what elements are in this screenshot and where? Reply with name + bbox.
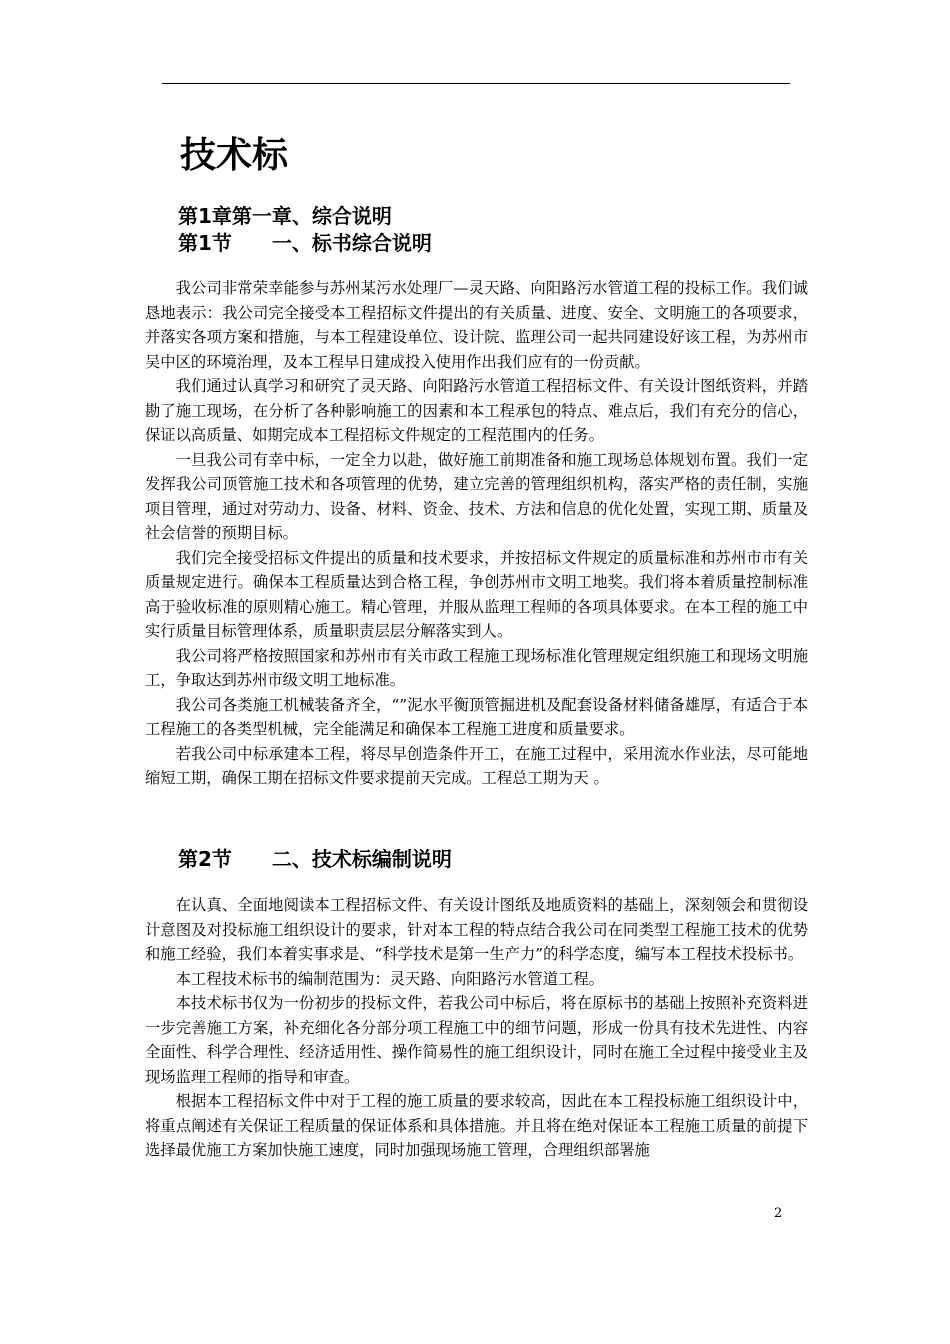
document-title: 技术标 (180, 135, 289, 176)
paragraph: 本技术标书仅为一份初步的投标文件，若我公司中标后，将在原标书的基础上按照补充资料进一步完善施工方案，补充细化各分部分项工程施工中的细节问题，形成一份具有技术先进性、内容全面性、科学合理性、经济适用性、操作简易性的施工组织设计，同时在施工全过程中接受业主及现场监理工程师的指导和审查。 (145, 994, 808, 1086)
section-2-heading: 第2节 二、技术标编制说明 (178, 847, 452, 871)
paragraph: 我们完全接受招标文件提出的质量和技术要求，并按招标文件规定的质量标准和苏州市市有关质量规定进行。确保本工程质量达到合格工程，争创苏州市文明工地奖。我们将本着质量控制标准高于验收标准的原则精心施工。精心管理，并服从监理工程师的各项具体要求。在本工程的施工中实行质量目标管理体系，质量职责层层分解落实到人。 (145, 548, 808, 640)
section-1-heading: 第1节 一、标书综合说明 (178, 231, 432, 255)
header-rule (162, 83, 790, 84)
section-2-body (145, 893, 808, 1163)
paragraph: 我公司非常荣幸能参与苏州某污水处理厂—灵天路、向阳路污水管道工程的投标工作。我们诚恳地表示：我公司完全接受本工程招标文件提出的有关质量、进度、安全、文明施工的各项要求，并落实各项方案和措施，与本工程建设单位、设计院、监理公司一起共同建设好该工程，为苏州市吴中区的环境治理，及本工程早日建成投入使用作出我们应有的一份贡献。 (145, 279, 808, 371)
page-number: 2 (774, 1206, 783, 1221)
section-1-body (145, 276, 808, 791)
paragraph: 我公司各类施工机械装备齐全，“”泥水平衡顶管掘进机及配套设备材料储备雄厚，有适合于本工程施工的各类型机械，完全能满足和确保本工程施工进度和质量要求。 (145, 695, 808, 738)
paragraph: 我公司将严格按照国家和苏州市有关市政工程施工现场标准化管理规定组织施工和现场文明施工，争取达到苏州市级文明工地标准。 (145, 646, 808, 689)
paragraph: 在认真、全面地阅读本工程招标文件、有关设计图纸及地质资料的基础上，深刻领会和贯彻设计意图及对投标施工组织设计的要求，针对本工程的特点结合我公司在同类型工程施工技术的优势和施工经验，我们本着实事求是、“科学技术是第一生产力”的科学态度，编写本工程技术投标书。 (145, 896, 808, 963)
paragraph: 根据本工程招标文件中对于工程的施工质量的要求较高，因此在本工程投标施工组织设计中，将重点阐述有关保证工程质量的保证体系和具体措施。并且将在绝对保证本工程施工质量的前提下选择最优施工方案加快施工速度，同时加强现场施工管理，合理组织部署施 (145, 1092, 808, 1159)
paragraph: 本工程技术标书的编制范围为：灵天路、向阳路污水管道工程。 (175, 969, 604, 988)
chapter-heading: 第1章第一章、综合说明 (178, 204, 392, 228)
paragraph: 我们通过认真学习和研究了灵天路、向阳路污水管道工程招标文件、有关设计图纸资料，并踏勘了施工现场，在分析了各种影响施工的因素和本工程承包的特点、难点后，我们有充分的信心，保证以高质量、如期完成本工程招标文件规定的工程范围内的任务。 (145, 377, 808, 444)
paragraph: 一旦我公司有幸中标，一定全力以赴，做好施工前期准备和施工现场总体规划布置。我们一定发挥我公司顶管施工技术和各项管理的优势，建立完善的管理组织机构，落实严格的责任制，实施项目管理，通过对劳动力、设备、材料、资金、技术、方法和信息的优化处置，实现工期、质量及社会信誉的预期目标。 (145, 450, 808, 542)
paragraph: 若我公司中标承建本工程，将尽早创造条件开工，在施工过程中，采用流水作业法，尽可能地缩短工期，确保工期在招标文件要求提前天完成。工程总工期为天 。 (145, 744, 808, 787)
